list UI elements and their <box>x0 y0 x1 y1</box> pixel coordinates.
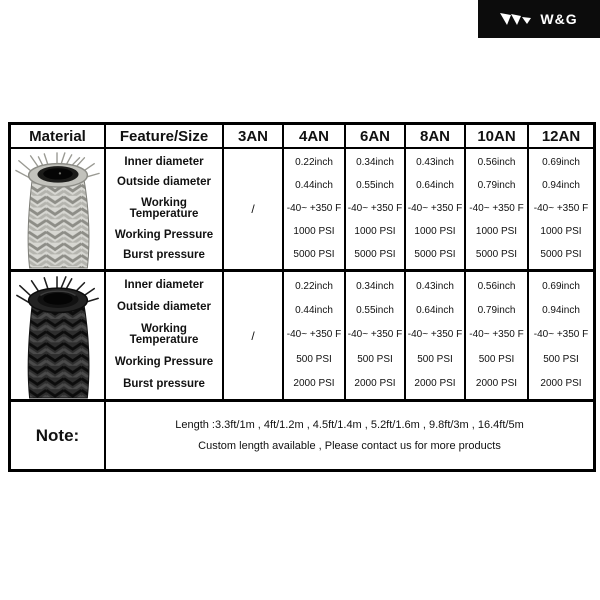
header-3an: 3AN <box>224 125 284 149</box>
value-cell: 1000 PSI <box>293 225 335 237</box>
value-cell: 0.64inch <box>416 180 454 192</box>
feature-label: Inner diameter <box>124 155 204 168</box>
value-cell: 0.22inch <box>295 281 333 293</box>
value-cell: 0.69inch <box>542 281 580 293</box>
4an-values-section-2 <box>284 272 346 402</box>
feature-column-section-2 <box>106 272 224 402</box>
value-cell: -40~ +350 F <box>533 329 589 341</box>
value-cell: 0.22inch <box>295 157 333 169</box>
value-cell: -40~ +350 F <box>347 202 403 214</box>
note-line-lengths: Length :3.3ft/1m , 4ft/1.2m , 4.5ft/1.4m , 5.2ft/1.6m , 9.8ft/3m , 16.4ft/5m <box>175 419 524 431</box>
value-cell: 0.69inch <box>542 157 580 169</box>
value-cell: 1000 PSI <box>354 225 396 237</box>
8an-values-section-2 <box>406 272 466 402</box>
value-cell: 0.43inch <box>416 157 454 169</box>
value-cell: -40~ +350 F <box>407 329 463 341</box>
header-4an: 4AN <box>284 125 346 149</box>
triple-triangle-icon <box>500 12 534 26</box>
value-cell: 5000 PSI <box>540 248 582 260</box>
3an-not-available-cell: / <box>224 272 284 402</box>
value-cell: 2000 PSI <box>414 377 456 389</box>
value-cell: -40~ +350 F <box>469 202 524 214</box>
value-cell: -40~ +350 F <box>347 329 403 341</box>
10an-values-section-1 <box>466 149 529 272</box>
6an-values-section-1 <box>346 149 406 272</box>
value-cell: -40~ +350 F <box>407 202 463 214</box>
value-cell: 0.79inch <box>477 180 516 192</box>
value-cell: -40~ +350 F <box>286 202 342 214</box>
feature-label: Burst pressure <box>123 249 205 261</box>
black-nylon-braided-hose-image <box>11 272 106 402</box>
feature-column-section-1 <box>106 149 224 272</box>
header-10an: 10AN <box>466 125 529 149</box>
value-cell: 0.55inch <box>356 305 394 317</box>
value-cell: 0.79inch <box>477 305 516 317</box>
value-cell: -40~ +350 F <box>533 202 589 214</box>
value-cell: 500 PSI <box>296 353 332 365</box>
header-6an: 6AN <box>346 125 406 149</box>
value-cell: 500 PSI <box>478 353 515 365</box>
value-cell: 5000 PSI <box>414 248 456 260</box>
value-cell: 0.34inch <box>356 281 394 293</box>
6an-values-section-2 <box>346 272 406 402</box>
hose-specification-table <box>8 122 596 472</box>
header-8an: 8AN <box>406 125 466 149</box>
8an-values-section-1 <box>406 149 466 272</box>
value-cell: 5000 PSI <box>475 248 518 260</box>
value-cell: 500 PSI <box>357 353 393 365</box>
value-cell: 0.94inch <box>542 180 580 192</box>
feature-label: Working Temperature <box>129 196 199 220</box>
value-cell: 0.56inch <box>477 157 516 169</box>
10an-values-section-2 <box>466 272 529 402</box>
feature-label: Working Pressure <box>114 228 214 241</box>
stainless-steel-braided-hose-image <box>11 149 106 272</box>
value-cell: 1000 PSI <box>475 225 518 237</box>
3an-not-available-cell: / <box>224 149 284 272</box>
note-line-custom: Custom length available , Please contact us for more products <box>198 440 501 452</box>
value-cell: 0.64inch <box>416 305 454 317</box>
header-feature-size: Feature/Size <box>106 125 224 149</box>
value-cell: 2000 PSI <box>475 377 518 389</box>
value-cell: -40~ +350 F <box>469 329 524 341</box>
value-cell: 2000 PSI <box>354 377 396 389</box>
value-cell: 2000 PSI <box>540 377 582 389</box>
feature-label: Inner diameter <box>124 279 204 292</box>
value-cell: 0.94inch <box>542 305 580 317</box>
value-cell: 0.55inch <box>356 180 394 192</box>
value-cell: 0.44inch <box>295 180 333 192</box>
value-cell: 1000 PSI <box>414 225 456 237</box>
value-cell: 0.43inch <box>416 281 454 293</box>
feature-label: Outside diameter <box>117 301 211 314</box>
value-cell: 500 PSI <box>543 353 579 365</box>
value-cell: 0.34inch <box>356 157 394 169</box>
feature-label: Burst pressure <box>123 378 205 391</box>
note-content <box>106 402 593 469</box>
brand-name: W&G <box>540 11 578 27</box>
header-material: Material <box>11 125 106 149</box>
note-label: Note: <box>11 402 106 469</box>
value-cell: -40~ +350 F <box>286 329 342 341</box>
feature-label: Outside diameter <box>117 176 211 188</box>
brand-logo <box>478 0 600 38</box>
value-cell: 0.44inch <box>295 305 333 317</box>
12an-values-section-2 <box>529 272 593 402</box>
12an-values-section-1 <box>529 149 593 272</box>
value-cell: 1000 PSI <box>540 225 582 237</box>
value-cell: 0.56inch <box>477 281 516 293</box>
header-12an: 12AN <box>529 125 593 149</box>
value-cell: 5000 PSI <box>354 248 396 260</box>
feature-label: Working Temperature <box>129 322 199 347</box>
feature-label: Working Pressure <box>114 356 214 369</box>
value-cell: 2000 PSI <box>293 377 335 389</box>
value-cell: 500 PSI <box>417 353 453 365</box>
value-cell: 5000 PSI <box>293 248 335 260</box>
4an-values-section-1 <box>284 149 346 272</box>
